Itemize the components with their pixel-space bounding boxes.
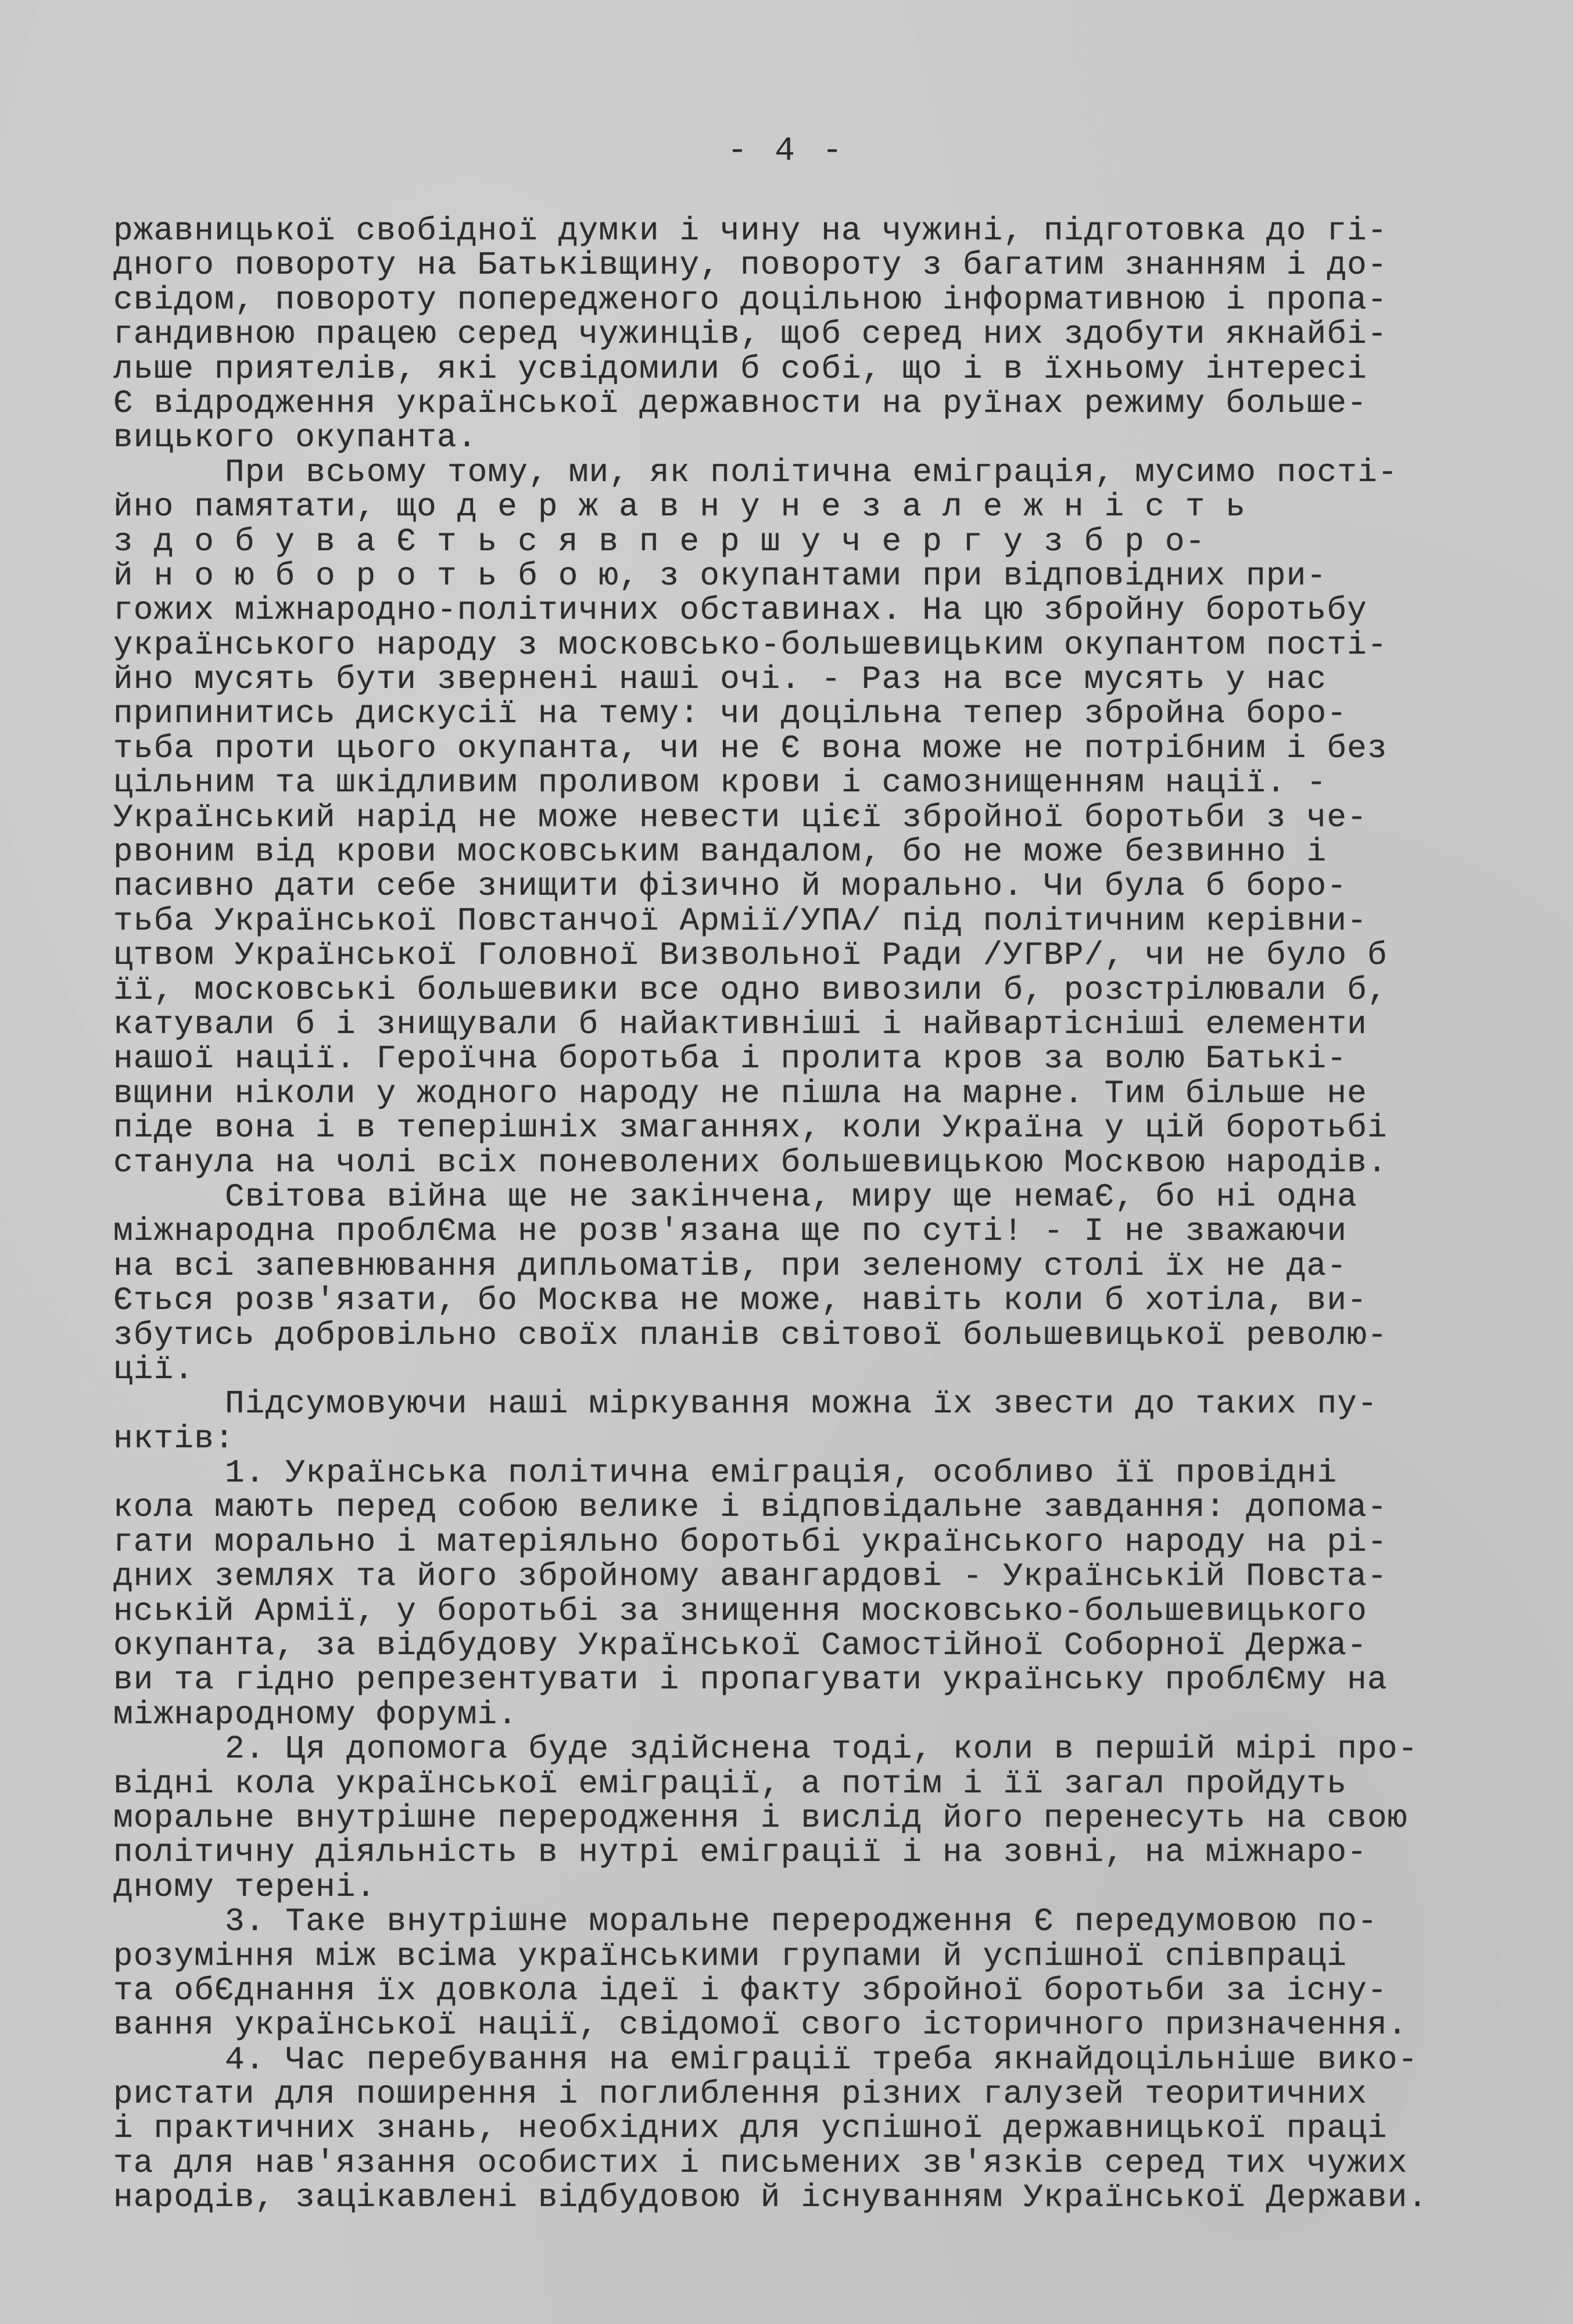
text-line: цтвом Української Головної Визвольної Ради /УГВР/, чи не було б <box>113 938 1388 973</box>
text-line: цільним та шкідливим проливом крови і самознищенням нації. - <box>113 766 1327 801</box>
text-line: моральне внутрішне переродження і вислід його перенесуть на свою <box>113 1801 1408 1836</box>
text-line: вання української нації, свідомої свого історичного призначення. <box>113 2008 1408 2043</box>
text-line: відні кола української еміграції, а потім і її загал пройдуть <box>113 1766 1348 1801</box>
text-line: припинитись дискусії на тему: чи доцільна тепер збройна боро- <box>113 697 1348 731</box>
text-line: катували б і знищували б найактивніші і найвартісніші елементи <box>113 1007 1367 1042</box>
text-line: її, московські большевики все одно вивозили б, розстрілювали б, <box>113 973 1388 1007</box>
text-line: свідом, повороту попередженого доцільною інформативною і пропа- <box>113 282 1388 318</box>
text-line: 1. Українська політична еміграція, особливо її провідні <box>225 1456 1338 1491</box>
text-line: українського народу з московсько-большевицьким окупантом пості- <box>113 627 1388 663</box>
text-line: Підсумовуючи наші міркування можна їх звести до таких пу- <box>225 1387 1378 1422</box>
text-line: ви та гідно репрезентувати і пропагувати українську проблЄму на <box>113 1663 1388 1698</box>
text-line: Світова війна ще не закінчена, миру ще немаЄ, бо ні одна <box>225 1179 1358 1215</box>
text-line: станула на чолі всіх поневолених большевицькою Москвою народів. <box>113 1145 1388 1180</box>
text-line: вщини ніколи у жодного народу не пішла на марне. Тим більше не <box>113 1076 1367 1111</box>
text-line: на всі запевнювання дипльоматів, при зеленому столі їх не да- <box>113 1249 1348 1284</box>
text-line: народів, зацікавлені відбудовою й існуванням Української Держави. <box>113 2180 1428 2215</box>
text-line: рвоним від крови московським вандалом, бо не може безвинно і <box>113 835 1327 870</box>
document-body <box>113 214 1496 2215</box>
text-line: льше приятелів, які усвідомили б собі, що і в їхньому інтересі <box>113 352 1367 386</box>
text-line: збутись добровільно своїх планів світової большевицької револю- <box>113 1318 1388 1353</box>
text-line: 4. Час перебування на еміграції треба якнайдоцільніше вико- <box>225 2042 1418 2078</box>
text-line: 2. Ця допомога буде здійснена тоді, коли в першій мірі про- <box>225 1732 1418 1767</box>
text-line: пасивно дати себе знищити фізично й морально. Чи була б боро- <box>113 869 1348 904</box>
text-line: ристати для поширення і поглиблення різних галузей теоритичних <box>113 2077 1367 2112</box>
text-line: нській Армії, у боротьбі за знищення московсько-большевицького <box>113 1594 1367 1629</box>
text-line: піде вона і в теперішніх змаганнях, коли Україна у цій боротьбі <box>113 1111 1388 1146</box>
text-line: та для нав'язання особистих і письмених зв'язків серед тих чужих <box>113 2146 1408 2181</box>
text-line: йно мусять бути звернені наші очі. - Раз на все мусять у нас <box>113 662 1327 697</box>
text-line: з д о б у в а Є т ь с я в п е р ш у ч е р г у з б р о- <box>113 524 1206 559</box>
text-line: окупанта, за відбудову Української Самостійної Соборної Держа- <box>113 1629 1367 1663</box>
text-line: вицького окупанта. <box>113 421 478 456</box>
text-line: дного повороту на Батьківщину, повороту з багатим знанням і до- <box>113 248 1388 283</box>
text-line: 3. Таке внутрішне моральне переродження Є передумовою по- <box>225 1905 1378 1939</box>
text-line: гандивною працею серед чужинців, щоб серед них здобути якнайбі- <box>113 317 1388 352</box>
text-line: міжнародна проблЄма не розв'язана ще по суті! - І не зважаючи <box>113 1214 1348 1249</box>
text-line: гати морально і матеріяльно боротьбі українського народу на рі- <box>113 1525 1388 1560</box>
text-line: ржавницької свобідної думки і чину на чужині, підготовка до гі- <box>113 214 1388 249</box>
text-line: нктів: <box>113 1421 235 1457</box>
text-line: Ється розв'язати, бо Москва не може, навіть коли б хотіла, ви- <box>113 1283 1367 1318</box>
text-line: дному терені. <box>113 1870 377 1905</box>
text-line: тьба Української Повстанчої Армії/УПА/ під політичним керівни- <box>113 903 1367 939</box>
text-line: Є відродження української державности на руїнах режиму больше- <box>113 386 1367 421</box>
text-line: міжнародному форумі. <box>113 1697 518 1733</box>
text-line: йно памятати, що д е р ж а в н у н е з а л е ж н і с т ь <box>113 490 1246 525</box>
text-line: і практичних знань, необхідних для успішної державницької праці <box>113 2111 1388 2146</box>
text-line: ції. <box>113 1352 195 1387</box>
text-line: нашої нації. Героїчна боротьба і пролита кров за волю Батькі- <box>113 1042 1348 1077</box>
text-line: політичну діяльність в нутрі еміграції і на зовні, на міжнаро- <box>113 1835 1367 1870</box>
text-line: Український нарід не може невести цієї збройної боротьби з че- <box>113 800 1367 835</box>
text-line: При всьому тому, ми, як політична еміграція, мусимо пості- <box>225 455 1398 490</box>
text-line: тьба проти цього окупанта, чи не Є вона може не потрібним і без <box>113 731 1388 766</box>
text-line: й н о ю б о р о т ь б о ю, з окупантами при відповідних при- <box>113 558 1327 594</box>
text-line: розуміння між всіма українськими групами й успішної співпраці <box>113 1939 1348 1974</box>
text-line: та обЄднання їх довкола ідеї і факту збройної боротьби за існу- <box>113 1973 1388 2009</box>
page-number: - 4 - <box>727 132 846 170</box>
text-line: кола мають перед собою велике і відповідальне завдання: допома- <box>113 1490 1388 1525</box>
text-line: гожих міжнародно-політичних обставинах. На цю збройну боротьбу <box>113 593 1367 628</box>
text-line: дних землях та його збройному авангардові - Українській Повста- <box>113 1559 1388 1594</box>
